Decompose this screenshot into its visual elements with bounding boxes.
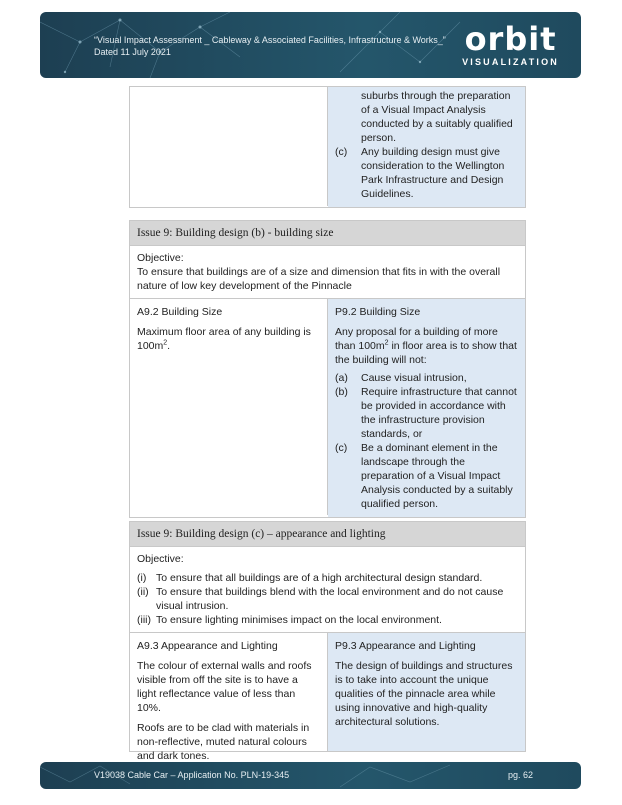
objective-numeral: (ii) — [137, 586, 149, 598]
header-doc-title: “Visual Impact Assessment _ Cableway & Associated Facilities, Infrastructure & Works_” — [94, 35, 446, 45]
continued-line: suburbs through the preparation — [361, 90, 511, 102]
acceptable-paragraph: Roofs are to be clad with materials in non-reflective, muted natural colours and dark tones. — [137, 722, 310, 762]
superscript: 2 — [384, 339, 389, 347]
objective-block — [130, 246, 525, 299]
acceptable-title: A9.2 Building Size — [137, 306, 223, 318]
page-number: pg. 62 — [507, 770, 533, 780]
header-banner — [40, 12, 581, 78]
list-item — [335, 385, 518, 441]
list-item — [335, 441, 518, 511]
list-label: (a) — [335, 372, 348, 384]
list-label: (b) — [335, 386, 348, 398]
footer-banner — [40, 762, 581, 789]
objective-text: To ensure that buildings are of a size and dimension that fits in with the overall nature of low key development of the Pinnacle — [137, 266, 501, 292]
header-date: Dated 11 July 2021 — [94, 47, 171, 57]
footer-document-ref: V19038 Cable Car – Application No. PLN-19-345 — [94, 770, 290, 780]
objective-numeral: (i) — [137, 572, 147, 584]
logo-mark: orbit — [464, 20, 557, 58]
performance-intro-end: in floor area is to show that the building will not: — [335, 340, 517, 366]
acceptable-solution-cell — [130, 633, 328, 762]
acceptable-solution-cell — [130, 299, 328, 515]
acceptable-text — [137, 325, 320, 353]
continued-left-cell — [130, 87, 328, 206]
continued-line: person. — [361, 132, 397, 144]
performance-intro — [335, 325, 518, 367]
performance-criteria-cell — [328, 299, 525, 517]
performance-intro-main: Any proposal for a building of more than 100m — [335, 326, 498, 352]
objective-block — [130, 547, 525, 633]
performance-criteria-cell — [328, 633, 525, 751]
acceptable-paragraph: The colour of external walls and roofs visible from off the site is to have a light reflectance value of less than 10%. — [137, 660, 312, 714]
list-label: (c) — [335, 442, 348, 454]
continued-table — [129, 86, 526, 208]
objective-item-text: To ensure that buildings blend with the local environment and do not cause visual intrusion. — [156, 586, 504, 612]
list-label: (c) — [335, 146, 348, 158]
objective-item — [137, 585, 518, 613]
objective-label: Objective: — [137, 252, 184, 264]
performance-text: The design of buildings and structures is to take into account the unique qualities of the pinnacle area while using innovative and high-quality architectural solutions. — [335, 660, 513, 728]
performance-title: P9.3 Appearance and Lighting — [335, 640, 476, 652]
continued-line: conducted by a suitably qualified — [361, 118, 513, 130]
list-text: Be a dominant element in the landscape through the preparation of a Visual Impact Analysis conducted by a suitably qualified person. — [361, 442, 513, 510]
section-heading: Issue 9: Building design (b) - building size — [130, 221, 525, 246]
orbit-logo — [462, 22, 559, 67]
header-document-info — [94, 34, 446, 58]
issue-c-table — [129, 521, 526, 762]
objective-label: Objective: — [137, 553, 184, 565]
objective-item — [137, 613, 518, 627]
list-item — [335, 371, 518, 385]
superscript: 2 — [163, 339, 168, 347]
performance-title: P9.2 Building Size — [335, 306, 421, 318]
logo-subtitle: VISUALIZATION — [462, 57, 559, 67]
issue-b-table — [129, 220, 526, 518]
objective-item — [137, 571, 518, 585]
list-item — [335, 145, 518, 201]
acceptable-title: A9.3 Appearance and Lighting — [137, 640, 278, 652]
objective-numeral: (iii) — [137, 614, 151, 626]
acceptable-text-main: Maximum floor area of any building is 100m — [137, 326, 311, 352]
continued-right-cell — [328, 87, 525, 207]
continued-line: of a Visual Impact Analysis — [361, 104, 486, 116]
list-text: Any building design must give consideration to the Wellington Park Infrastructure and Design Guidelines. — [361, 146, 505, 200]
objective-item-text: To ensure lighting minimises impact on the local environment. — [156, 614, 442, 626]
acceptable-text-end: . — [167, 340, 171, 352]
objective-item-text: To ensure that all buildings are of a high architectural design standard. — [156, 572, 483, 584]
list-text: Require infrastructure that cannot be provided in accordance with the infrastructure provision standards, or — [361, 386, 517, 440]
section-heading: Issue 9: Building design (c) – appearance and lighting — [130, 522, 525, 547]
list-text: Cause visual intrusion, — [361, 372, 467, 384]
